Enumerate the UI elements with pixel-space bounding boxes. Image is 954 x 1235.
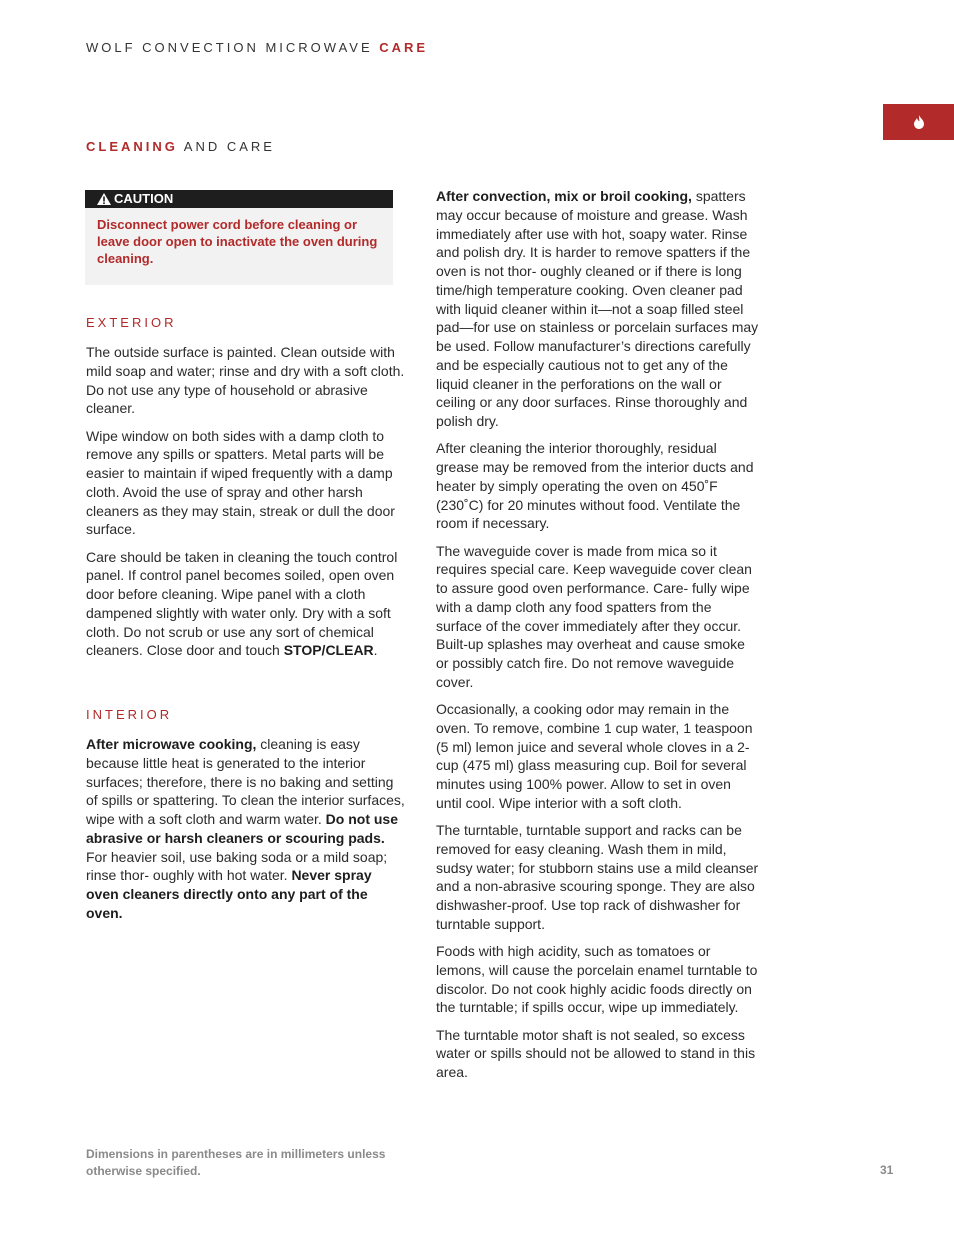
exterior-text: [86, 343, 408, 669]
right-column: [436, 187, 760, 1090]
page-number: 31: [880, 1163, 894, 1177]
caution-text: Disconnect power cord before cleaning or leave door open to inactivate the oven during cleaning.: [97, 217, 378, 266]
exterior-paragraph-1: The outside surface is painted. Clean outside with mild soap and water; rinse and dry with a soft cloth. Do not use any type of household or abrasive cleaner.: [86, 344, 405, 417]
exterior-heading: EXTERIOR: [86, 315, 177, 330]
section-title: [86, 139, 275, 154]
right-p1-text: spatters may occur because of moisture and grease. Wash immediately after use with hot, soapy water. Rinse and polish dry. It is harder to remove spatters if the oven is not thor- oughly cleaned or if there is long time/high temperature cooking. Oven cleaner pad with liquid cleaner within it—not a soap filled steel pad—for use on stainless or porcelain surfaces may be used. Follow manufacturer’s directions carefully and be especially cautious not to get any of the liquid cleaner in the perforations on the wall or ceiling or any door surfaces. Rinse thoroughly and polish dry.: [436, 188, 759, 429]
caution-bar: [85, 190, 393, 208]
stop-clear-key: STOP/CLEAR: [283, 642, 374, 659]
right-paragraph-2: After cleaning the interior thoroughly, residual grease may be removed from the interior ducts and heater by simply operating the oven on 450˚F (230˚C) for 20 minutes without food. Ventilate the room if necessary.: [436, 440, 754, 532]
interior-p1-text-a: cleaning is easy because little heat is generated to the interior surfaces; therefore, there is no baking and setting of spills or spattering. To clean the interior surfaces, wipe with a soft cloth and warm water.: [86, 736, 405, 827]
flame-icon: [913, 115, 925, 129]
interior-lead: After microwave cooking,: [86, 736, 257, 752]
right-paragraph-7: The turntable motor shaft is not sealed, so excess water or spills should not be allowed to stand in this area.: [436, 1026, 756, 1080]
interior-text: [86, 735, 408, 931]
caution-box: [85, 190, 393, 285]
interior-p1-text-b: For heavier soil, use baking soda or a mild soap; rinse thor- oughly with hot water.: [86, 848, 388, 884]
header-accent: CARE: [379, 40, 429, 55]
interior-warning-1: Do not use abrasive or harsh cleaners or scouring pads.: [86, 811, 399, 846]
exterior-p3-text: Care should be taken in cleaning the touch control panel. If control panel becomes soiled, open oven door before cleaning. Wipe panel with a cloth dampened slightly with water only. Dry with a soft cloth. Do not scrub or use any sort of chemical cleaners. Close door and touch: [86, 548, 398, 659]
interior-warning-2: Never spray oven cleaners directly onto any part of the oven.: [86, 867, 372, 921]
right-paragraph-5: The turntable, turntable support and racks can be removed for easy cleaning. Wash them in mild, sudsy water; for stubborn stains use a mild cleanser and a non-abrasive scouring sponge. They are also dishwasher-proof. Use top rack of dishwasher for turntable support.: [436, 822, 759, 932]
caution-label: CAUTION: [114, 191, 174, 206]
section-tab: [883, 104, 954, 140]
header-prefix: WOLF CONVECTION MICROWAVE: [86, 40, 373, 55]
interior-heading: INTERIOR: [86, 707, 173, 722]
interior-paragraph-1: [86, 735, 408, 923]
convection-lead: After convection, mix or broil cooking,: [436, 188, 692, 204]
section-title-rest: AND CARE: [183, 139, 275, 154]
right-paragraph-4: Occasionally, a cooking odor may remain in the oven. To remove, combine 1 cup water, 1 teaspoon (5 ml) lemon juice and several whole cloves in a 2-cup (475 ml) glass measuring cup. Boil for several minutes using 100% power. Allow to set in oven until cool. Wipe interior with a soft cloth.: [436, 701, 753, 811]
running-header: [86, 40, 428, 55]
exterior-p3-end: .: [373, 642, 378, 659]
right-paragraph-1: [436, 187, 760, 431]
exterior-paragraph-3: [86, 548, 408, 661]
footnote: Dimensions in parentheses are in millimeters unless otherwise specified.: [86, 1147, 386, 1178]
warning-icon: [97, 193, 111, 205]
right-paragraph-6: Foods with high acidity, such as tomatoes or lemons, will cause the porcelain enamel turntable to discolor. Do not cook highly acidic foods directly on the turntable; if spills occur, wipe up immediately.: [436, 943, 758, 1016]
section-title-accent: CLEANING: [86, 139, 178, 154]
right-paragraph-3: The waveguide cover is made from mica so it requires special care. Keep waveguide cover clean to assure good oven performance. Care- fully wipe with a damp cloth any food spatters from the surface of the cover immediately after they occur. Built-up splashes may overheat and cause smoke or possibly catch fire. Do not remove waveguide cover.: [436, 542, 752, 690]
exterior-paragraph-2: Wipe window on both sides with a damp cloth to remove any spills or spatters. Metal parts will be easier to maintain if wiped frequently with a damp cloth. Avoid the use of spray and other harsh cleaners as they may stain, streak or dull the door surface.: [86, 427, 395, 538]
